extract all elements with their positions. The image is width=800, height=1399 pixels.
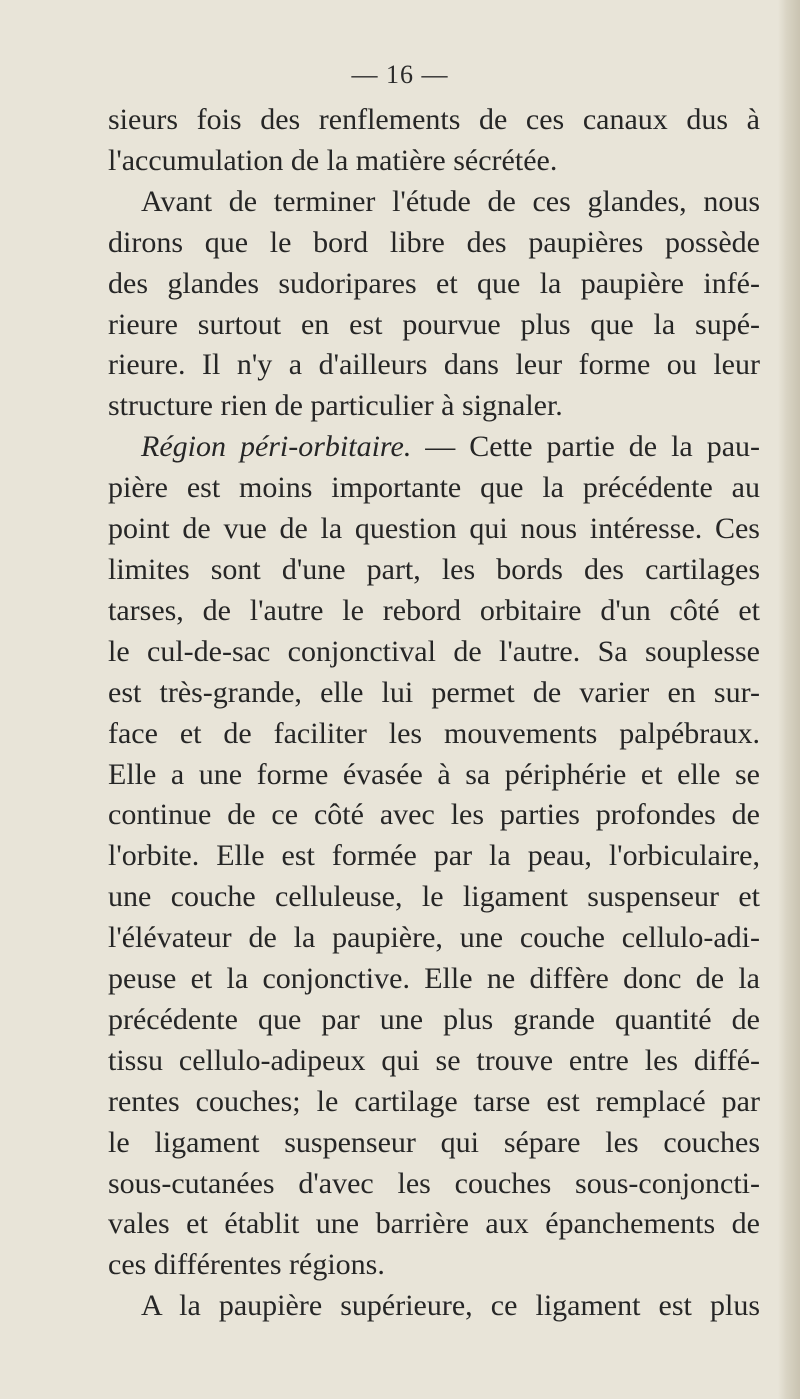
text-line: sieurs fois des renflements de ces canaux dus à [108, 103, 760, 136]
text-line: le ligament suspenseur qui sépare les couches [108, 1125, 760, 1159]
text-line: l'accumulation de la matière sécrétée. [108, 143, 558, 177]
page-number: — 16 — [351, 60, 449, 89]
text-line: sous-cutanées d'avec les couches sous-conjoncti- [108, 1166, 760, 1200]
text-line: l'élévateur de la paupière, une couche cellulo-adi- [108, 921, 760, 955]
text-line: continue de ce côté avec les parties profondes de [108, 798, 760, 832]
section-heading: Région péri-orbitaire. [141, 430, 412, 464]
text-line: dirons que le bord libre des paupières possède [108, 225, 760, 259]
text-line: point de vue de la question qui nous intéresse. Ces [108, 512, 760, 546]
text-line: A la paupière supérieure, ce ligament est plus [141, 1289, 760, 1323]
text-line: vales et établit une barrière aux épanchements de [108, 1207, 760, 1241]
text-line: une couche celluleuse, le ligament suspenseur et [108, 880, 760, 914]
text-line: limites sont d'une part, les bords des cartilages [108, 552, 760, 586]
text-line: structure rien de particulier à signaler. [108, 389, 563, 423]
text-line: le cul-de-sac conjonctival de l'autre. Sa souplesse [108, 634, 760, 668]
paragraph [108, 182, 760, 427]
text-line: précédente que par une plus grande quantité de [108, 1002, 760, 1036]
text-line: Elle a une forme évasée à sa périphérie et elle se [108, 757, 760, 791]
text-line [108, 427, 760, 468]
text-line: rieure surtout en est pourvue plus que la supé- [108, 307, 760, 341]
text-line: peuse et la conjonctive. Elle ne diffère donc de la [108, 962, 760, 996]
text-line: Avant de terminer l'étude de ces glandes, nous [141, 184, 760, 218]
text-line: tarses, de l'autre le rebord orbitaire d'un côté et [108, 593, 760, 627]
body-text [108, 100, 760, 1327]
text-line: des glandes sudoripares et que la paupière infé- [108, 266, 760, 300]
text-line: ces différentes régions. [108, 1248, 385, 1282]
heading-continuation: — Cette partie de la pau- [411, 430, 761, 464]
text-line: pière est moins importante que la précédente au [108, 471, 760, 505]
text-line: tissu cellulo-adipeux qui se trouve entre les diffé- [108, 1043, 760, 1077]
text-line: rentes couches; le cartilage tarse est remplacé par [108, 1084, 760, 1118]
text-line: face et de faciliter les mouvements palpébraux. [108, 716, 760, 750]
text-line: l'orbite. Elle est formée par la peau, l'orbiculaire, [108, 839, 760, 873]
text-line: est très-grande, elle lui permet de varier en sur- [108, 675, 760, 709]
text-line: rieure. Il n'y a d'ailleurs dans leur forme ou leur [108, 348, 760, 382]
paragraph [108, 1286, 760, 1327]
paragraph [108, 100, 760, 182]
paragraph [108, 427, 760, 1286]
page-edge [778, 0, 800, 1399]
